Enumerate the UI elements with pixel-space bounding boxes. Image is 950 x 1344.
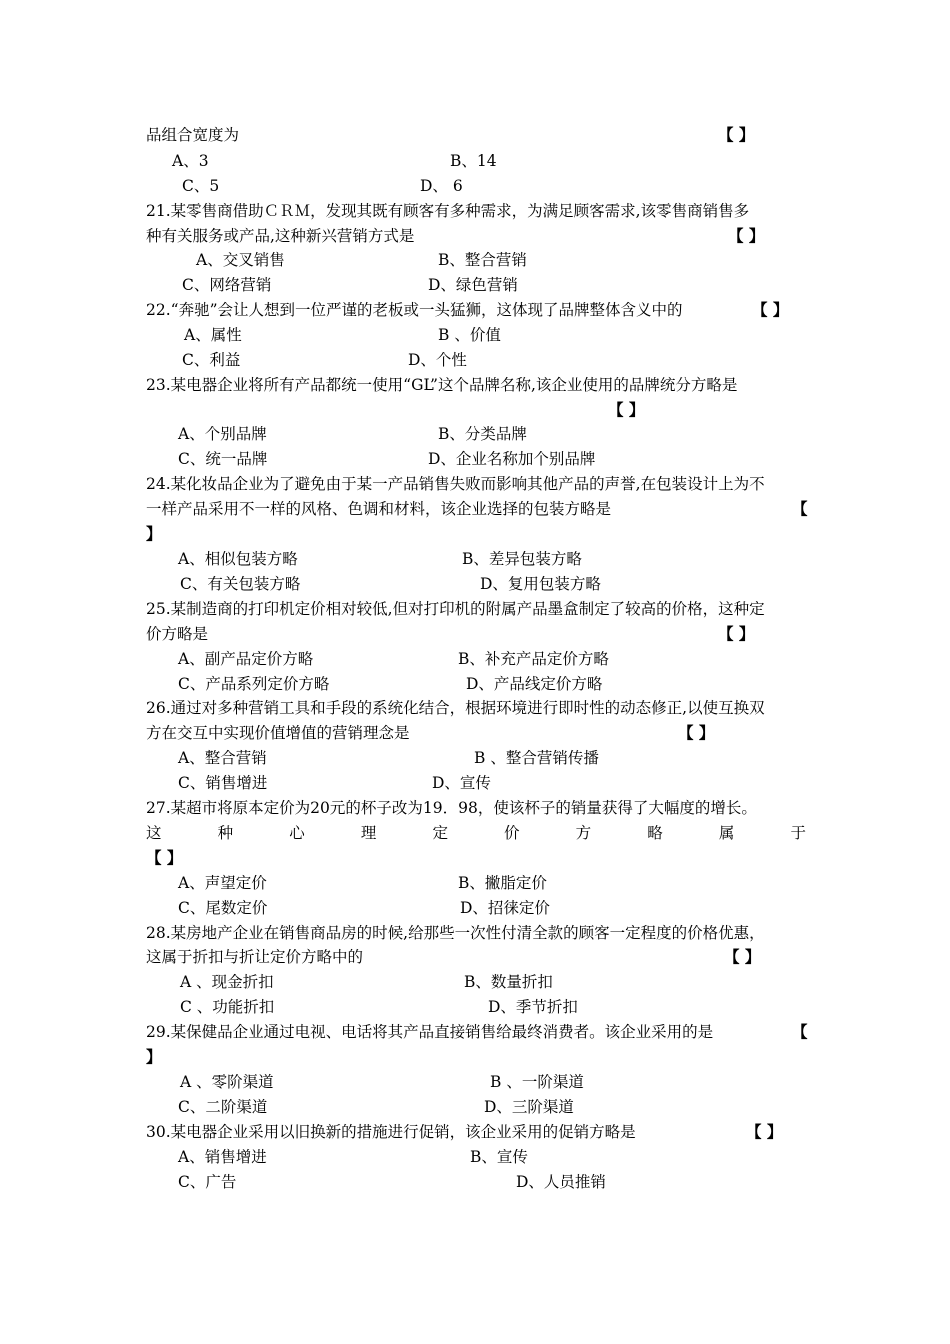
option-c: C、网络营销 [182, 276, 272, 294]
option-c: C、产品系列定价方略 [178, 675, 330, 693]
option-c: C、5 [182, 177, 220, 195]
option-b: B、补充产品定价方略 [458, 650, 609, 668]
option-c: C、销售增进 [178, 774, 268, 792]
option-b: B 、一阶渠道 [490, 1073, 584, 1091]
option-c: C、有关包装方略 [180, 575, 301, 593]
option-b: B、撇脂定价 [458, 874, 547, 892]
question-char: 种 [217, 824, 234, 842]
option-b: B、整合营销 [438, 251, 527, 269]
question-26-line-2: 方在交互中实现价值增值的营销理念是 [146, 724, 410, 742]
question-26-line-1: 26.通过对多种营销工具和手段的系统化结合，根据环境进行即时性的动态修正,以使互换双 [146, 699, 765, 717]
question-char: 定 [432, 824, 448, 842]
option-c: C、广告 [178, 1173, 237, 1191]
option-a: A、3 [172, 152, 209, 170]
answer-bracket-open: 【 [792, 499, 808, 518]
question-23-line-1: 23.某电器企业将所有产品都统一使用“GL”这个品牌名称,该企业使用的品牌统分方略是 [146, 376, 738, 394]
option-d: D、企业名称加个别品牌 [428, 450, 596, 468]
option-b: B、分类品牌 [438, 425, 527, 443]
option-c: C、二阶渠道 [178, 1098, 268, 1116]
question-char: 理 [360, 824, 377, 842]
option-d: D、招徕定价 [460, 899, 550, 917]
question-char: 略 [647, 824, 663, 842]
option-b: B、数量折扣 [464, 973, 553, 991]
option-a: A、相似包装方略 [178, 550, 298, 568]
option-a: A 、零阶渠道 [180, 1073, 274, 1091]
option-d: D、复用包装方略 [480, 575, 601, 593]
question-30-line-1: 30.某电器企业采用以旧换新的措施进行促销，该企业采用的促销方略是 [146, 1123, 636, 1141]
option-a: A、副产品定价方略 [178, 650, 314, 668]
question-text: 品组合宽度为 [146, 126, 240, 144]
option-b: B 、整合营销传播 [474, 749, 599, 767]
option-d: D、产品线定价方略 [466, 675, 603, 693]
answer-bracket-open: 【 [792, 1022, 808, 1041]
answer-bracket: 【 】 [718, 624, 755, 643]
question-21-line-2: 种有关服务或产品,这种新兴营销方式是 [146, 227, 415, 245]
option-a: A 、现金折扣 [180, 973, 274, 991]
answer-bracket: 【 】 [608, 400, 645, 419]
question-24-line-2: 一样产品采用不一样的风格、色调和材料，该企业选择的包装方略是 [146, 500, 612, 518]
question-char: 属 [718, 824, 735, 842]
option-c: C、利益 [182, 351, 241, 369]
option-c: C、统一品牌 [178, 450, 268, 468]
option-a: A、属性 [184, 326, 242, 344]
question-21-line-1: 21.某零售商借助ＣＲＭ，发现其既有顾客有多种需求，为满足顾客需求,该零售商销售多 [146, 202, 750, 220]
answer-bracket: 【 】 [146, 848, 183, 867]
question-27-line-1: 27.某超市将原本定价为20元的杯子改为19．98，使该杯子的销量获得了大幅度的增长。 [146, 799, 757, 817]
question-char: 心 [289, 824, 305, 842]
question-27-line-2 [146, 823, 806, 843]
answer-bracket: 【 】 [718, 125, 755, 144]
question-char: 价 [504, 824, 520, 842]
option-a: A、交叉销售 [196, 251, 285, 269]
option-a: A、销售增进 [178, 1148, 267, 1166]
option-b: B、14 [450, 152, 497, 170]
question-22-line-1: 22.“奔驰”会让人想到一位严谨的老板或一头猛狮，这体现了品牌整体含义中的 [146, 301, 683, 319]
question-char: 这 [146, 824, 162, 842]
option-d: D、人员推销 [516, 1173, 606, 1191]
option-a: A、整合营销 [178, 749, 267, 767]
option-d: D、绿色营销 [428, 276, 518, 294]
option-d: D、 6 [420, 177, 463, 195]
option-d: D、季节折扣 [488, 998, 578, 1016]
question-28-line-2: 这属于折扣与折让定价方略中的 [146, 948, 364, 966]
answer-bracket-close: 】 [146, 1047, 162, 1066]
question-char: 于 [790, 824, 806, 842]
answer-bracket: 【 】 [746, 1122, 783, 1141]
answer-bracket: 【 】 [724, 947, 761, 966]
question-29-line-1: 29.某保健品企业通过电视、电话将其产品直接销售给最终消费者。该企业采用的是 [146, 1023, 714, 1041]
question-28-line-1: 28.某房地产企业在销售商品房的时候,给那些一次性付清全款的顾客一定程度的价格优惠， [146, 924, 765, 942]
option-a: A、个别品牌 [178, 425, 267, 443]
answer-bracket: 【 】 [752, 300, 789, 319]
answer-bracket: 【 】 [678, 723, 715, 742]
option-c: C、尾数定价 [178, 899, 268, 917]
option-c: C 、功能折扣 [180, 998, 275, 1016]
option-b: B 、价值 [438, 326, 501, 344]
question-25-line-2: 价方略是 [146, 625, 209, 643]
option-b: B、差异包装方略 [462, 550, 582, 568]
question-char: 方 [575, 824, 592, 842]
question-25-line-1: 25.某制造商的打印机定价相对较低,但对打印机的附属产品墨盒制定了较高的价格，这种定 [146, 600, 765, 618]
option-d: D、个性 [408, 351, 467, 369]
option-d: D、宣传 [432, 774, 491, 792]
question-24-line-1: 24.某化妆品企业为了避免由于某一产品销售失败而影响其他产品的声誉,在包装设计上为不 [146, 475, 765, 493]
answer-bracket-close: 】 [146, 524, 162, 543]
option-a: A、声望定价 [178, 874, 267, 892]
option-b: B、宣传 [470, 1148, 528, 1166]
answer-bracket: 【 】 [728, 226, 765, 245]
option-d: D、三阶渠道 [484, 1098, 574, 1116]
